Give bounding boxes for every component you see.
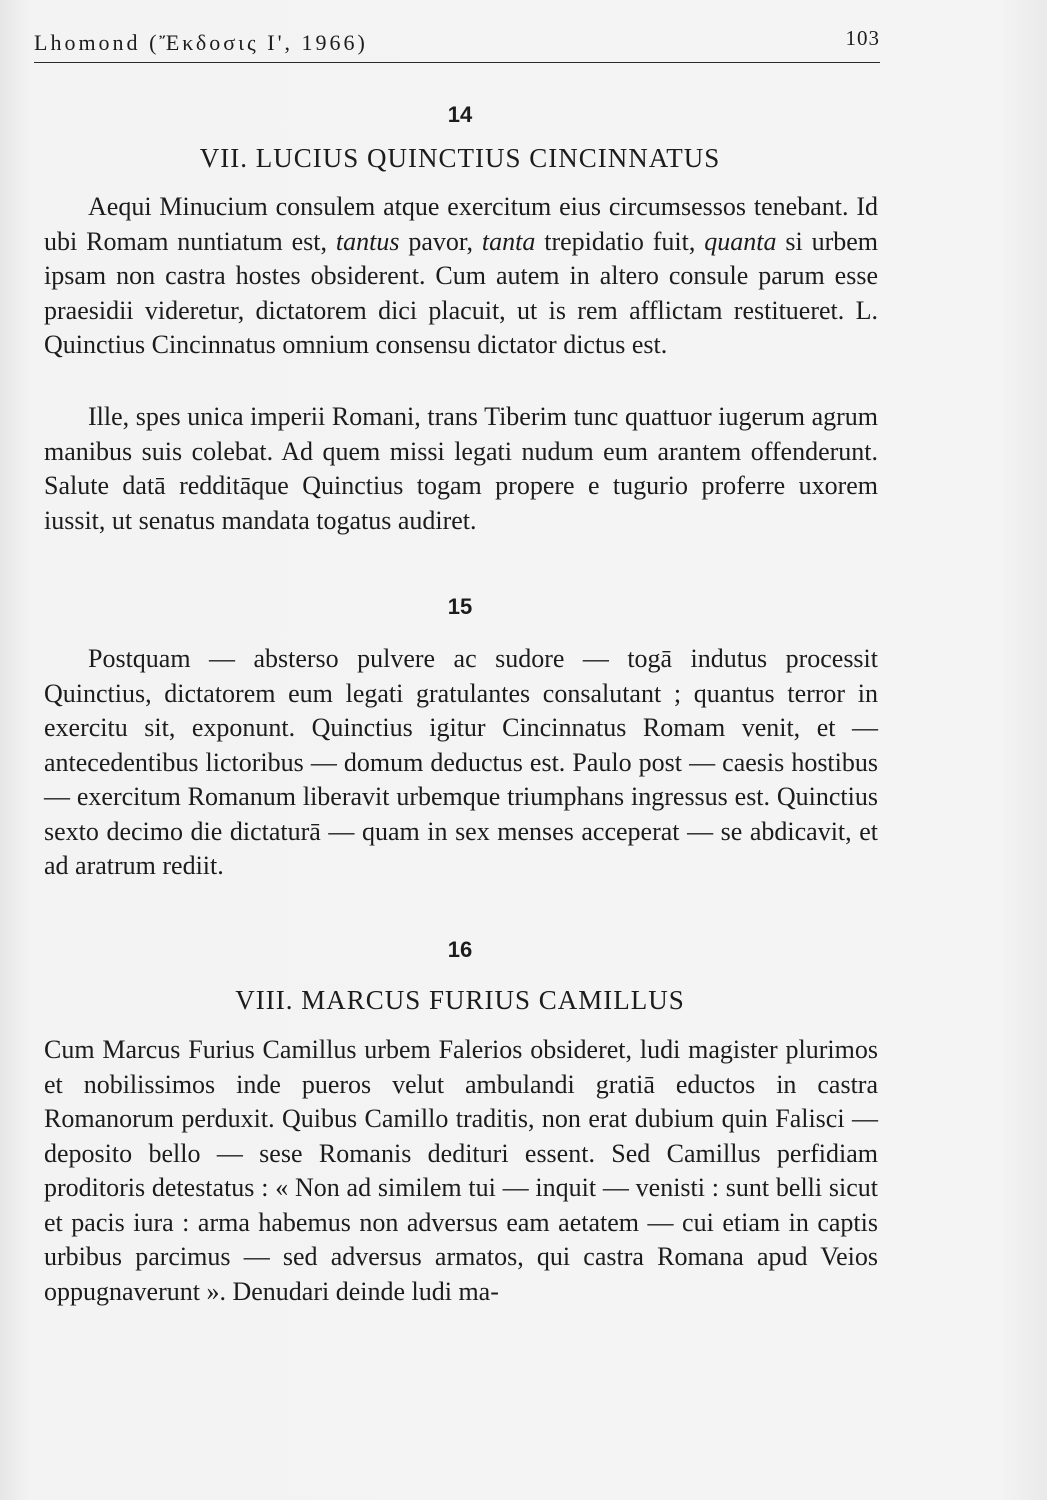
paragraph-camillus-1: Cum Marcus Furius Camillus urbem Falerios obsideret, ludi magister plurimos et nobilissimos inde pueros velut ambulandi gratiā eductos in castra Romanorum perduxit. Quibus Camillo traditis, non erat dubium quin Falisci — deposito bello — sese Romanis dedituri essent. Sed Camillus perfidiam proditoris detestatus : « Non ad similem tui — inquit — venisti : sunt belli sicut et pacis iura : arma habemus non adversus eam aetatem — cui etiam in captis urbibus parcimus — sed adversus armatos, qui castra Romana apud Veios oppugnaverunt ». Denudari deinde ludi ma-	[44, 1035, 878, 1306]
section-number-14: 14	[447, 102, 473, 127]
paragraph-cincinnatus-3: Postquam — absterso pulvere ac sudore — togā indutus processit Quinctius, dictatorem eum legati gratulantes consalutant ; quantus terror in exercitu sit, exponunt. Quinctius igitur Cincinnatus Romam venit, et — antecedentibus lictoribus — domum deductus est. Paulo post — caesis hostibus — exercitum Romanum liberavit urbemque triumphans ingressus est. Quinctius sexto decimo die dictaturā — quam in sex menses acceperat — se abdicavit, et ad aratrum rediit.	[44, 644, 878, 880]
paragraph-cincinnatus-1: Aequi Minucium consulem atque exercitum eius circumsessos tenebant. Id ubi Romam nuntiatum est, tantus pavor, tanta trepidatio fuit, quanta si urbem ipsam non castra hostes obsiderent. Cum autem in altero consule parum esse praesidii videretur, dictatorem dici placuit, ut is rem afflictam restitueret. L. Quinctius Cincinnatus omnium consensu dictator dictus est.	[44, 192, 878, 359]
header-edition: (Ἔκδοσις Ι', 1966)	[149, 30, 368, 55]
section-number-16: 16	[447, 937, 473, 962]
header-author-edition	[34, 30, 368, 56]
chapter-title-viii: VIII. MARCUS FURIUS CAMILLUS	[235, 985, 685, 1015]
section-number-15: 15	[447, 594, 473, 619]
page-number: 103	[845, 26, 880, 50]
running-header	[34, 26, 880, 63]
paragraph-cincinnatus-2: Ille, spes unica imperii Romani, trans Tiberim tunc quattuor iugerum agrum manibus suis colebat. Ad quem missi legati nudum eum arantem offenderunt. Salute datā redditāque Quinctius togam propere e tugurio proferre uxorem iussit, ut senatus mandata togatus audiret.	[44, 402, 878, 535]
header-author: Lhomond	[34, 30, 141, 55]
chapter-title-vii: VII. LUCIUS QUINCTIUS CINCINNATUS	[199, 143, 721, 173]
